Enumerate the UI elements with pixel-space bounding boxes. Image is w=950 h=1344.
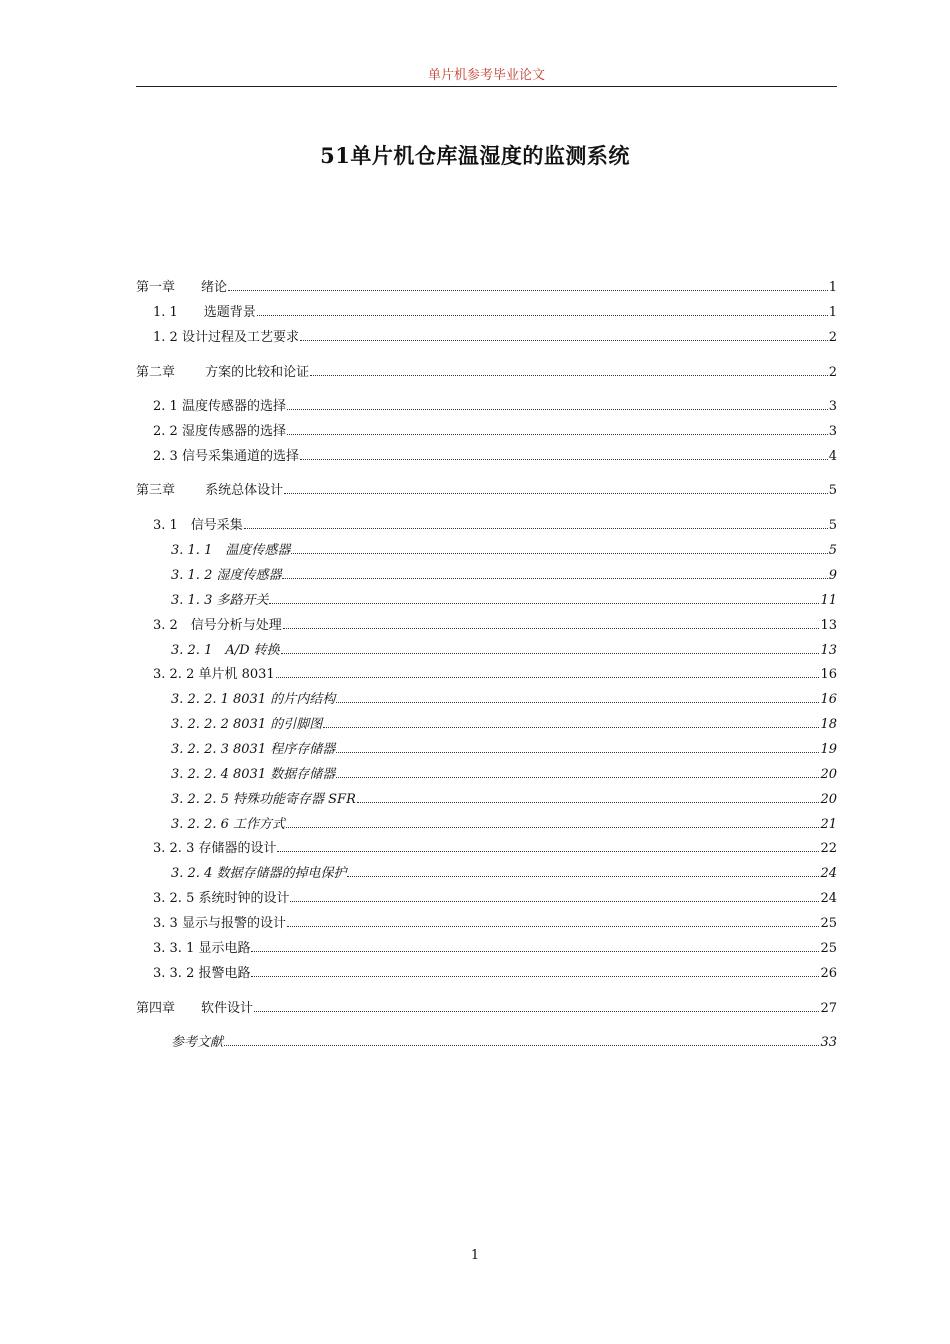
toc-entry-page: 5	[828, 518, 837, 533]
toc-dot-leader	[290, 889, 819, 902]
toc-entry-label: 3. 2. 2. 4 8031 数据存储器	[171, 767, 336, 782]
toc-entry-page: 16	[820, 692, 837, 707]
toc-dot-leader	[300, 328, 828, 341]
toc-entry-page: 26	[820, 966, 837, 981]
toc-dot-leader	[269, 591, 819, 604]
running-header	[136, 66, 837, 87]
toc-entry[interactable]	[153, 616, 837, 634]
toc-entry-page: 25	[820, 916, 837, 931]
toc-dot-leader	[251, 964, 819, 977]
toc-entry-label: 3. 2. 5 系统时钟的设计	[153, 891, 290, 906]
toc-entry-page: 1	[828, 305, 837, 320]
toc-entry-label: 第一章 绪论	[136, 280, 228, 295]
toc-entry[interactable]	[136, 363, 837, 381]
toc-entry-page: 3	[828, 424, 837, 439]
toc-dot-leader	[284, 481, 828, 494]
toc-entry-label: 2. 2 湿度传感器的选择	[153, 424, 286, 439]
toc-entry[interactable]	[136, 481, 837, 499]
toc-entry-label: 2. 1 温度传感器的选择	[153, 399, 286, 414]
toc-entry[interactable]	[153, 665, 837, 683]
toc-entry[interactable]	[171, 740, 837, 758]
toc-entry-page: 13	[820, 618, 837, 633]
toc-entry-label: 3. 1 信号采集	[153, 518, 243, 533]
toc-entry-page: 19	[820, 742, 837, 757]
toc-dot-leader	[276, 665, 820, 678]
toc-dot-leader	[257, 303, 828, 316]
toc-entry-label: 3. 2. 2 单片机 8031	[153, 667, 275, 682]
toc-entry-label: 第四章 软件设计	[136, 1001, 254, 1016]
toc-dot-leader	[287, 914, 820, 927]
toc-entry-page: 24	[820, 866, 837, 881]
toc-dot-leader	[336, 765, 819, 778]
toc-dot-leader	[336, 690, 819, 703]
toc-entry-label: 3. 2 信号分析与处理	[153, 618, 282, 633]
toc-dot-leader	[277, 839, 819, 852]
toc-entry-label: 3. 2. 2. 1 8031 的片内结构	[171, 692, 336, 707]
toc-entry-page: 5	[828, 483, 837, 498]
toc-entry[interactable]	[153, 447, 837, 465]
toc-entry[interactable]	[171, 591, 837, 609]
toc-entry-page: 27	[820, 1001, 837, 1016]
toc-entry[interactable]	[153, 839, 837, 857]
toc-dot-leader	[357, 790, 820, 803]
toc-entry[interactable]	[171, 864, 837, 882]
toc-dot-leader	[228, 278, 828, 291]
toc-entry-label: 3. 1. 2 湿度传感器	[171, 568, 282, 583]
toc-entry-page: 4	[828, 449, 837, 464]
toc-entry-page: 18	[820, 717, 837, 732]
toc-dot-leader	[282, 566, 827, 579]
toc-entry[interactable]	[136, 999, 837, 1017]
toc-entry-label: 3. 3. 1 显示电路	[153, 941, 251, 956]
toc-entry-label: 3. 2. 2. 5 特殊功能寄存器 SFR	[171, 792, 356, 807]
toc-dot-leader	[300, 447, 828, 460]
toc-entry-label: 第三章 系统总体设计	[136, 483, 284, 498]
toc-entry-page: 11	[820, 593, 837, 608]
toc-entry[interactable]	[153, 397, 837, 415]
toc-entry[interactable]	[153, 328, 837, 346]
toc-entry[interactable]	[171, 566, 837, 584]
toc-dot-leader	[310, 363, 828, 376]
toc-entry-label: 3. 2. 3 存储器的设计	[153, 841, 277, 856]
toc-entry[interactable]	[153, 889, 837, 907]
toc-dot-leader	[283, 616, 820, 629]
toc-entry-page: 25	[820, 941, 837, 956]
toc-entry-label: 3. 2. 4 数据存储器的掉电保护	[171, 866, 347, 881]
toc-entry[interactable]	[153, 303, 837, 321]
toc-entry-label: 1. 1 选题背景	[153, 305, 256, 320]
toc-entry-page: 20	[820, 792, 837, 807]
toc-entry-page: 13	[820, 643, 837, 658]
toc-entry-label: 3. 1. 3 多路开关	[171, 593, 269, 608]
toc-dot-leader	[287, 422, 828, 435]
toc-entry-page: 20	[820, 767, 837, 782]
toc-dot-leader	[287, 397, 828, 410]
toc-entry-label: 2. 3 信号采集通道的选择	[153, 449, 299, 464]
toc-dot-leader	[323, 715, 819, 728]
toc-entry[interactable]	[171, 765, 837, 783]
toc-entry-label: 1. 2 设计过程及工艺要求	[153, 330, 299, 345]
toc-dot-leader	[281, 641, 820, 654]
toc-dot-leader	[251, 939, 819, 952]
toc-dot-leader	[291, 541, 827, 554]
toc-entry[interactable]	[136, 278, 837, 296]
toc-entry-label: 第二章 方案的比较和论证	[136, 365, 310, 380]
page-number: 1	[470, 1248, 480, 1263]
toc-entry-label: 3. 3 显示与报警的设计	[153, 916, 286, 931]
toc-dot-leader	[254, 999, 819, 1012]
toc-entry-label: 3. 2. 2. 3 8031 程序存储器	[171, 742, 336, 757]
toc-entry-page: 21	[820, 817, 837, 832]
document-title: 51单片机仓库温湿度的监测系统	[320, 143, 630, 168]
toc-entry[interactable]	[153, 914, 837, 932]
toc-entry-page: 3	[828, 399, 837, 414]
toc-entry[interactable]	[171, 641, 837, 659]
toc-entry-page: 24	[820, 891, 837, 906]
toc-entry-page: 1	[828, 280, 837, 295]
toc-entry-label: 参考文献	[171, 1035, 224, 1050]
toc-entry[interactable]	[171, 690, 837, 708]
toc-entry-label: 3. 2. 2. 6 工作方式	[171, 817, 286, 832]
toc-entry-label: 3. 1. 1 温度传感器	[171, 543, 291, 558]
toc-entry-label: 3. 2. 1 A/D 转换	[171, 643, 280, 658]
toc-entry-page: 22	[820, 841, 837, 856]
toc-entry[interactable]	[153, 422, 837, 440]
toc-entry[interactable]	[171, 1033, 837, 1051]
toc-entry[interactable]	[153, 516, 837, 534]
toc-dot-leader	[286, 815, 819, 828]
toc-entry[interactable]	[171, 815, 837, 833]
running-header-text: 单片机参考毕业论文	[427, 68, 545, 83]
toc-entry-page: 16	[820, 667, 837, 682]
toc-dot-leader	[336, 740, 819, 753]
toc-entry-label: 3. 3. 2 报警电路	[153, 966, 251, 981]
toc-entry-page: 5	[828, 543, 837, 558]
toc-entry[interactable]	[153, 939, 837, 957]
toc-entry-label: 3. 2. 2. 2 8031 的引脚图	[171, 717, 323, 732]
toc-dot-leader	[347, 864, 819, 877]
toc-entry-page: 2	[828, 330, 837, 345]
toc-dot-leader	[244, 516, 828, 529]
toc-entry[interactable]	[171, 541, 837, 559]
toc-entry[interactable]	[171, 715, 837, 733]
toc-entry[interactable]	[171, 790, 837, 808]
toc-entry-page: 2	[828, 365, 837, 380]
toc-entry-page: 9	[828, 568, 837, 583]
toc-dot-leader	[224, 1033, 819, 1046]
toc-entry-page: 33	[820, 1035, 837, 1050]
toc-entry[interactable]	[153, 964, 837, 982]
